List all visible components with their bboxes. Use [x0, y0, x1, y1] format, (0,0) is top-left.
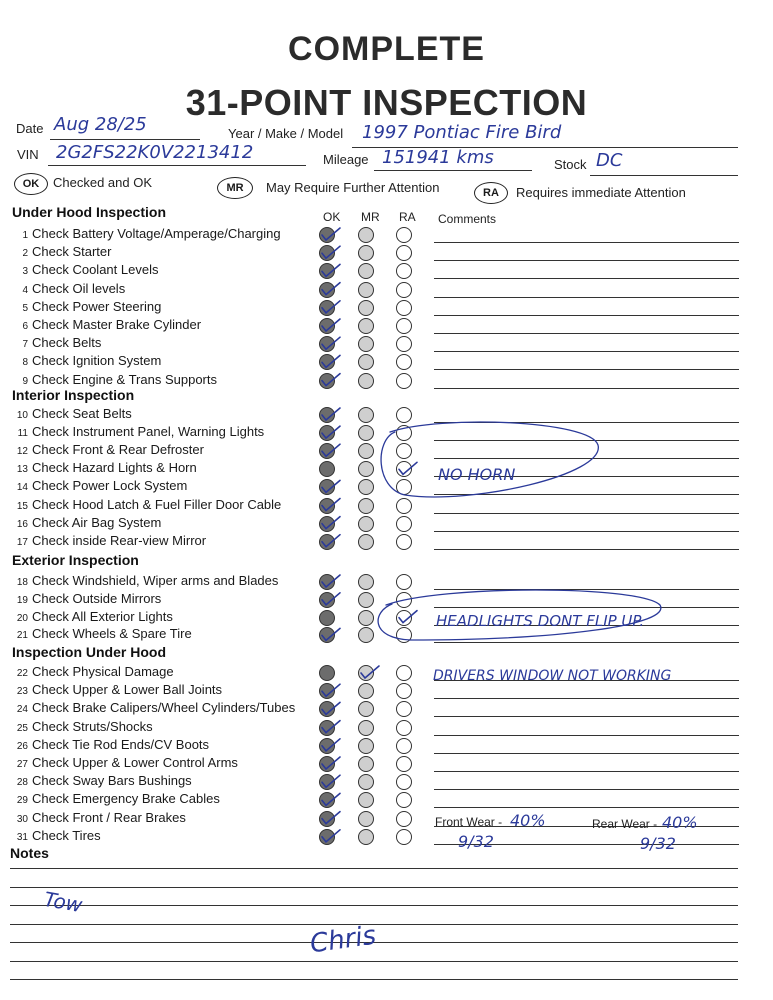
- item-number: 8: [22, 357, 28, 369]
- vin-value[interactable]: 2G2FS22K0V2213412: [56, 142, 254, 163]
- pen-mark: [322, 444, 340, 456]
- pen-mark: [381, 422, 598, 497]
- pen-mark: [322, 499, 340, 511]
- pen-mark: [322, 775, 340, 787]
- front-wear-percent[interactable]: 40%: [510, 811, 546, 830]
- item-label: Check Wheels & Spare Tire: [32, 626, 192, 642]
- comment-item-20[interactable]: HEADLIGHTS DONT FLIP UP.: [436, 612, 645, 630]
- front-tread-depth[interactable]: 9/32: [458, 832, 494, 851]
- item-label: Check Physical Damage: [32, 664, 174, 679]
- pen-mark: [322, 830, 340, 842]
- section-title: Exterior Inspection: [12, 552, 139, 568]
- item-number: 9: [22, 375, 28, 387]
- item-number: 28: [16, 777, 28, 789]
- pen-mark: [322, 535, 340, 547]
- pen-mark: [322, 264, 340, 276]
- comment-item-13[interactable]: NO HORN: [438, 465, 516, 484]
- pen-mark: [322, 301, 340, 313]
- item-number: 30: [16, 813, 28, 825]
- date-value[interactable]: Aug 28/25: [54, 114, 147, 135]
- item-label: Check inside Rear-view Mirror: [32, 532, 207, 548]
- pen-mark: [322, 575, 340, 587]
- pen-mark: [322, 319, 340, 331]
- pen-mark: [399, 611, 417, 623]
- item-number: 12: [16, 446, 28, 458]
- pen-mark: [322, 628, 340, 640]
- item-number: 1: [22, 230, 28, 241]
- pen-mark: [322, 355, 340, 367]
- section-title: Inspection Under Hood: [12, 644, 166, 660]
- item-number: 19: [16, 594, 28, 606]
- pen-mark: [399, 462, 417, 474]
- vin-label: VIN: [17, 147, 39, 162]
- item-number: 11: [17, 428, 28, 440]
- pen-mark: [322, 793, 340, 805]
- pen-mark: [322, 408, 340, 420]
- pen-mark: [322, 702, 340, 714]
- item-label: Check Power Steering: [32, 298, 162, 314]
- item-number: 25: [16, 722, 28, 734]
- year-make-model-label: Year / Make / Model: [228, 126, 344, 141]
- pen-mark: [322, 812, 340, 824]
- item-label: Check Instrument Panel, Warning Lights: [32, 424, 265, 440]
- pen-mark: [322, 684, 340, 696]
- legend-ok-text: Checked and OK: [53, 175, 153, 190]
- item-label: Check Struts/Shocks: [32, 718, 153, 734]
- rear-tread-depth[interactable]: 9/32: [640, 834, 676, 853]
- pen-mark: [322, 426, 340, 438]
- pen-mark: [322, 757, 340, 769]
- item-label: Check All Exterior Lights: [32, 608, 173, 624]
- item-label: Check Master Brake Cylinder: [32, 317, 202, 332]
- item-number: 16: [16, 518, 28, 530]
- date-label: Date: [16, 121, 44, 136]
- item-number: 26: [16, 740, 28, 752]
- item-label: Check Windshield, Wiper arms and Blades: [32, 573, 279, 588]
- item-label: Check Engine & Trans Supports: [32, 371, 217, 387]
- item-number: 27: [16, 759, 28, 770]
- pen-mark: [322, 374, 340, 386]
- item-number: 4: [22, 284, 28, 296]
- pen-mark: [322, 228, 340, 240]
- item-number: 29: [16, 795, 28, 807]
- notes-label: Notes: [10, 845, 49, 861]
- item-label: Check Upper & Lower Control Arms: [32, 755, 238, 770]
- signature: Chris: [308, 920, 378, 960]
- col-ok-header: OK: [323, 210, 341, 224]
- item-number: 17: [16, 536, 28, 548]
- item-label: Check Coolant Levels: [32, 262, 159, 278]
- col-ra-header: RA: [399, 210, 416, 224]
- pen-mark: [378, 590, 661, 640]
- pen-mark: [322, 337, 340, 349]
- item-number: 13: [16, 464, 28, 476]
- item-number: 23: [16, 686, 28, 698]
- pen-mark: [322, 246, 340, 258]
- item-label: Check Upper & Lower Ball Joints: [32, 682, 223, 698]
- mileage-label: Mileage: [323, 152, 369, 167]
- item-number: 24: [16, 704, 28, 716]
- item-number: 31: [16, 831, 28, 843]
- year-make-model-value[interactable]: 1997 Pontiac Fire Bird: [362, 122, 562, 143]
- front-wear-label: Front Wear -: [435, 815, 503, 829]
- item-number: 7: [22, 339, 28, 351]
- item-number: 2: [22, 248, 28, 260]
- item-number: 21: [16, 630, 28, 642]
- legend-mr-badge: MR: [217, 177, 253, 199]
- item-label: Check Front & Rear Defroster: [32, 442, 204, 458]
- item-label: Check Air Bag System: [32, 514, 162, 530]
- stock-value[interactable]: DC: [596, 150, 623, 171]
- pen-mark: [322, 593, 340, 605]
- page-title-line2: 31-POINT INSPECTION: [185, 82, 588, 123]
- item-number: 14: [16, 482, 28, 494]
- item-label: Check Brake Calipers/Wheel Cylinders/Tubes: [32, 700, 296, 716]
- pen-mark: [322, 283, 340, 295]
- item-label: Check Hazard Lights & Horn: [32, 460, 197, 476]
- pen-mark: [322, 721, 340, 733]
- legend-ra-badge: RA: [474, 182, 508, 204]
- pen-mark: [322, 480, 340, 492]
- item-label: Check Oil levels: [32, 280, 126, 296]
- pen-mark: [322, 739, 340, 751]
- item-label: Check Battery Voltage/Amperage/Charging: [32, 226, 281, 241]
- item-number: 5: [22, 302, 28, 314]
- item-number: 18: [16, 577, 28, 588]
- item-label: Check Hood Latch & Fuel Filler Door Cable: [32, 496, 282, 512]
- col-mr-header: MR: [361, 210, 380, 224]
- section-title: Interior Inspection: [12, 387, 135, 403]
- item-number: 3: [22, 266, 28, 278]
- mileage-value[interactable]: 151941 kms: [382, 147, 494, 168]
- page-title-line1: COMPLETE: [288, 30, 485, 68]
- legend-ra-text: Requires immediate Attention: [516, 185, 686, 200]
- item-label: Check Starter: [32, 244, 112, 260]
- item-label: Check Power Lock System: [32, 478, 188, 494]
- item-label: Check Tie Rod Ends/CV Boots: [32, 736, 210, 752]
- item-label: Check Outside Mirrors: [32, 590, 162, 606]
- item-label: Check Front / Rear Brakes: [32, 809, 186, 825]
- item-label: Check Emergency Brake Cables: [32, 791, 220, 807]
- item-label: Check Belts: [32, 335, 102, 351]
- item-label: Check Sway Bars Bushings: [32, 773, 192, 789]
- legend-mr-text: May Require Further Attention: [266, 180, 440, 195]
- item-label: Check Tires: [32, 827, 101, 843]
- section-title: Under Hood Inspection: [12, 204, 166, 220]
- rear-wear-percent[interactable]: 40%: [662, 813, 698, 832]
- stock-label: Stock: [554, 157, 587, 172]
- item-label: Check Ignition System: [32, 353, 162, 369]
- comment-item-22[interactable]: DRIVERS WINDOW NOT WORKING: [433, 668, 672, 684]
- col-comments-header: Comments: [438, 212, 497, 226]
- item-number: 10: [16, 410, 28, 421]
- pen-mark: [361, 666, 379, 678]
- item-number: 20: [16, 612, 28, 624]
- item-number: 15: [16, 500, 28, 512]
- item-number: 22: [16, 668, 28, 679]
- rear-wear-label: Rear Wear -: [592, 817, 658, 831]
- item-number: 6: [22, 321, 28, 332]
- pen-mark: [322, 517, 340, 529]
- legend-ok-badge: OK: [14, 173, 48, 195]
- notes-handwritten-text[interactable]: Tow: [42, 886, 85, 918]
- item-label: Check Seat Belts: [32, 406, 132, 421]
